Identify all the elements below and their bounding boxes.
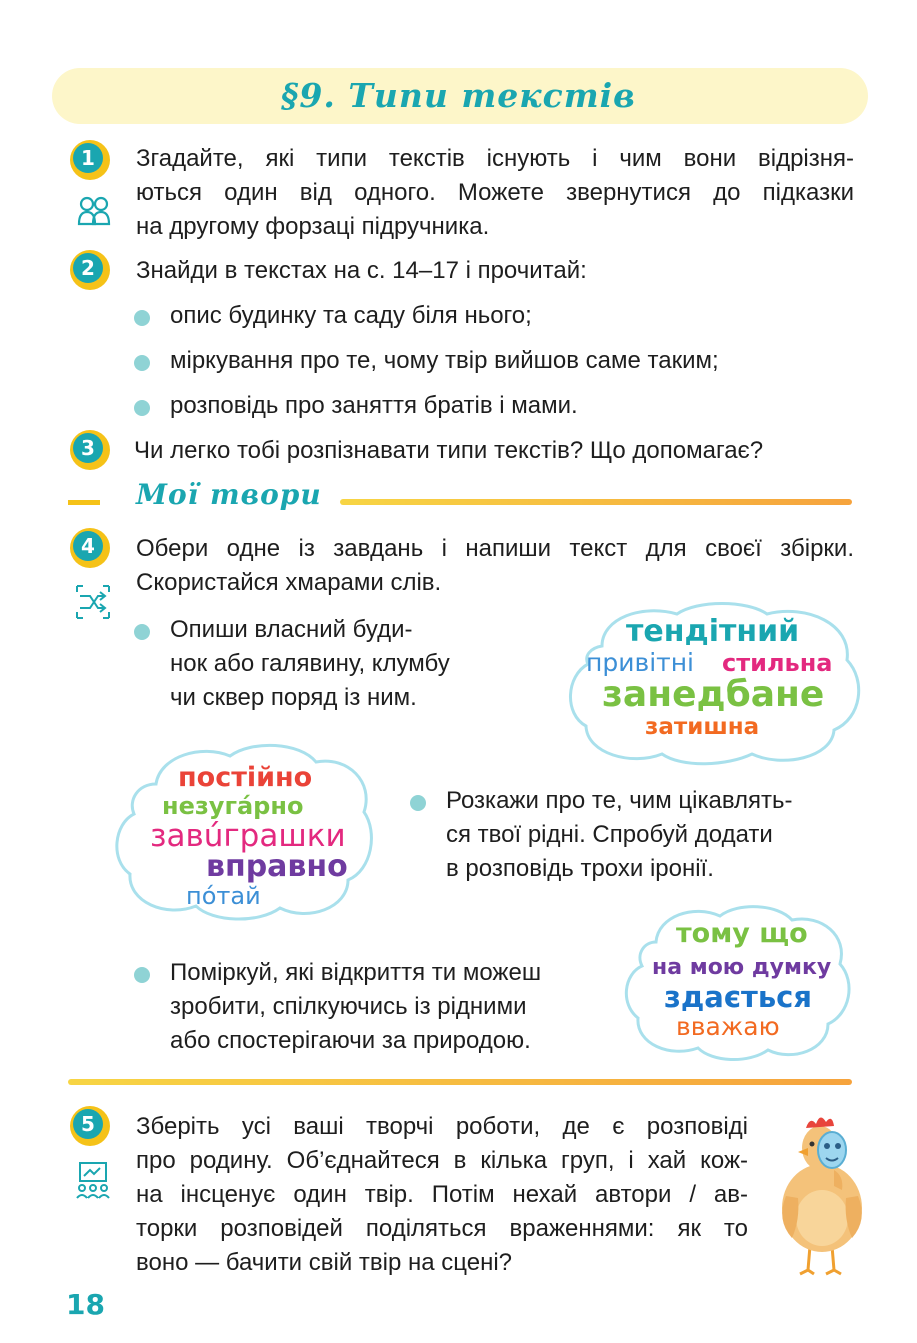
pair-work-icon (76, 194, 112, 234)
cloud-word: вважаю (676, 1012, 780, 1041)
option-line: зробити, спілкуючись із рідними (170, 993, 527, 1020)
task-number-1: 1 (73, 143, 103, 173)
task2-bullet: опис будинку та саду біля нього; (170, 302, 532, 329)
bullet-icon (134, 310, 150, 326)
task2-text: Знайди в текстах на с. 14–17 і прочитай: (136, 257, 587, 284)
choose-task-icon (74, 582, 112, 622)
cloud-word: занедбане (602, 674, 825, 715)
cloud-word: тому що (676, 918, 808, 949)
cloud-word: постійно (178, 762, 313, 793)
option-line: ся твої рідні. Спробуй додати (446, 821, 773, 848)
task3-text: Чи легко тобі розпізнавати типи текстів? Що допомагає? (134, 437, 764, 464)
task-number-5: 5 (73, 1109, 103, 1139)
section-line-left (68, 500, 100, 505)
cloud-word: здається (664, 980, 812, 1014)
option-line: Опиши власний буди- (170, 616, 413, 643)
task1-line: на другому форзаці підручника. (136, 213, 490, 240)
task-number-2: 2 (73, 253, 103, 283)
task-number-badge-5 (70, 1106, 110, 1146)
task5-line: торки розповідей поділяться враженнями: як то (136, 1215, 748, 1242)
task-number-4: 4 (73, 531, 103, 561)
task4-text (136, 532, 854, 600)
task5-line: воно — бачити свій твір на сцені? (136, 1249, 513, 1276)
cloud-word: тендітний (626, 614, 800, 649)
task-number-badge-4 (70, 528, 110, 568)
option-line: Розкажи про те, чим цікавлять- (446, 787, 793, 814)
task-number-badge-3 (70, 430, 110, 470)
task4-line: Обери одне із завдань і напиши текст для своєї збірки. (136, 535, 854, 562)
task1-text (136, 142, 854, 244)
bullet-icon (134, 355, 150, 371)
group-work-icon (74, 1160, 112, 1200)
bullet-icon (410, 795, 426, 811)
task2-bullet: міркування про те, чому твір вийшов саме таким; (170, 347, 719, 374)
page-number: 18 (66, 1288, 105, 1321)
option-line: або спостерігаючи за природою. (170, 1027, 531, 1054)
cloud-word: на мою думку (652, 955, 832, 980)
task5-line: про родину. Об’єднайтеся в кілька груп, і хай кож- (136, 1147, 748, 1174)
task4-option1 (170, 613, 450, 715)
cloud-word: затишна (645, 714, 760, 740)
option-line: нок або галявину, клумбу (170, 650, 450, 677)
task-number-badge-1 (70, 140, 110, 180)
cloud-word: привітні (586, 648, 694, 677)
task4-option3 (170, 956, 541, 1058)
section-divider (68, 1079, 852, 1085)
task5-line: Зберіть усі ваші творчі роботи, де є розповіді (136, 1113, 748, 1140)
task1-line: ються один від одного. Можете звернутися до підказки (136, 179, 854, 206)
task5-line: на інсценує один твір. Потім нехай автори / ав- (136, 1181, 748, 1208)
bullet-icon (134, 967, 150, 983)
cloud-word: стильна (722, 649, 833, 677)
task4-line: Скористайся хмарами слів. (136, 569, 442, 596)
cloud-word: пóтай (186, 882, 261, 910)
task-number-badge-2 (70, 250, 110, 290)
cloud-word: завúграшки (150, 818, 346, 854)
option-line: чи сквер поряд із ним. (170, 684, 417, 711)
option-line: Поміркуй, які відкриття ти можеш (170, 959, 542, 986)
task2-bullet: розповідь про заняття братів і мами. (170, 392, 578, 419)
task1-line: Згадайте, які типи текстів існують і чим вони відрізня- (136, 145, 854, 172)
section-line-right (340, 499, 852, 505)
task5-text (136, 1110, 748, 1280)
bullet-icon (134, 624, 150, 640)
chicken-illustration (772, 1108, 872, 1278)
cloud-word: незугáрно (162, 792, 304, 820)
task-number-3: 3 (73, 433, 103, 463)
cloud-word: вправно (206, 849, 348, 884)
page-title: §9. Типи текстів (281, 76, 636, 115)
section-title: Мої твори (136, 478, 322, 511)
task4-option2 (446, 784, 793, 886)
bullet-icon (134, 400, 150, 416)
option-line: в розповідь трохи іронії. (446, 855, 714, 882)
